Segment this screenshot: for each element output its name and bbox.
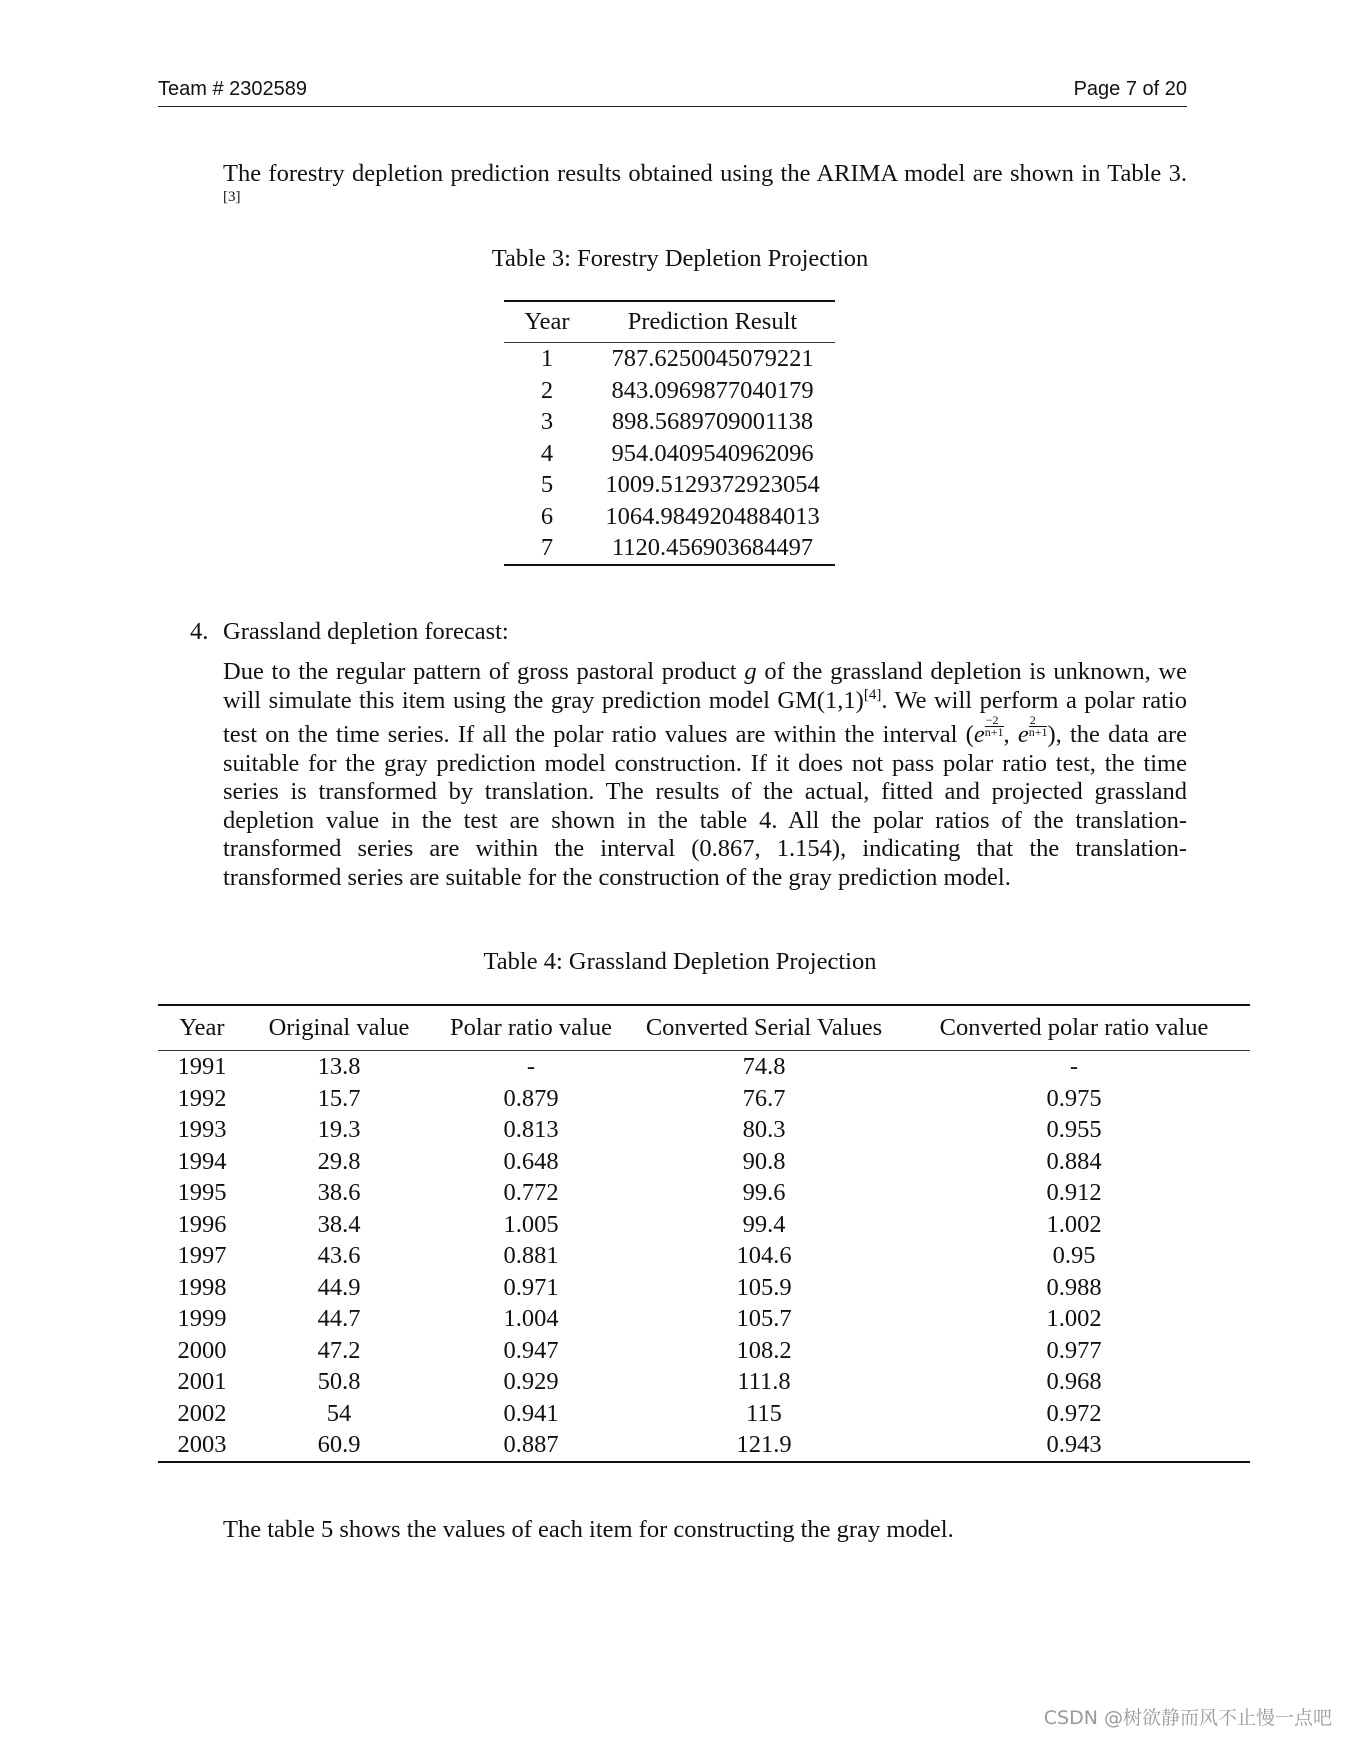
table-row (504, 343, 835, 375)
table-row (504, 438, 835, 470)
table-header-row (504, 301, 835, 343)
table-row (504, 406, 835, 438)
table4-caption: Table 4: Grassland Depletion Projection (483, 948, 877, 975)
cell-original: 60.9 (317, 1431, 361, 1458)
cell-converted-serial: 111.8 (737, 1368, 791, 1395)
column-header: Year (158, 1005, 246, 1051)
cell-original: 29.8 (317, 1147, 361, 1175)
cell-year: 4 (540, 439, 554, 467)
cell-polar-ratio: 0.648 (503, 1147, 559, 1175)
table-row (158, 1398, 1250, 1430)
table3-forestry-depletion (504, 300, 835, 566)
table-row (158, 1114, 1250, 1146)
cell-polar-ratio: 0.813 (503, 1116, 559, 1143)
cell-converted-polar: 0.943 (1046, 1431, 1102, 1458)
cell-converted-polar: 0.977 (1046, 1336, 1102, 1364)
exponent-fraction (1029, 715, 1048, 738)
cell-converted-polar: 0.975 (1046, 1084, 1102, 1112)
cell-year: 1992 (177, 1084, 227, 1112)
intro-paragraph (223, 160, 1187, 217)
cell-converted-serial: 80.3 (742, 1116, 786, 1143)
cell-year: 1 (540, 345, 554, 372)
exponent-fraction (985, 715, 1004, 738)
table-row (158, 1335, 1250, 1367)
cell-converted-serial: 74.8 (742, 1053, 786, 1080)
cell-prediction: 898.5689709001138 (611, 408, 814, 435)
column-header: Year (504, 301, 590, 343)
cell-polar-ratio: 1.004 (503, 1305, 559, 1332)
cell-converted-polar: 0.968 (1046, 1368, 1102, 1395)
cell-year: 6 (540, 502, 554, 530)
cell-original: 54 (326, 1399, 352, 1427)
formula-base: e (973, 721, 985, 748)
column-header: Converted polar ratio value (898, 1005, 1250, 1051)
cell-year: 2002 (177, 1399, 227, 1427)
cell-converted-serial: 90.8 (742, 1147, 786, 1175)
table-row (504, 532, 835, 565)
cell-original: 47.2 (317, 1336, 361, 1364)
page-header (158, 76, 1187, 107)
watermark: CSDN @树欲静而风不止慢一点吧 (1043, 1707, 1332, 1729)
citation-link[interactable]: [3] (223, 188, 241, 205)
cell-original: 44.9 (317, 1273, 361, 1301)
cell-prediction: 1120.456903684497 (611, 534, 814, 561)
cell-prediction: 954.0409540962096 (611, 439, 814, 467)
cell-converted-polar: 0.912 (1046, 1179, 1102, 1206)
cell-converted-polar: 0.95 (1052, 1242, 1096, 1269)
paragraph-text: , the data are suitable for the gray prediction model construction. If it does not pass polar ratio test, the time series is transformed by translation. The results of the actual, fitted and projected grassland depletion value in the test are shown in the table 4. All the polar ratios of the translation-transformed series are within the interval (0.867, 1.154), indicating that the translation-transformed series are suitable for the construction of the gray prediction model. (223, 721, 1188, 891)
column-header: Prediction Result (590, 301, 835, 343)
fraction-denominator: n+1 (1028, 725, 1048, 739)
cell-converted-serial: 105.7 (736, 1305, 792, 1332)
table-row (504, 375, 835, 407)
table3-caption: Table 3: Forestry Depletion Projection (491, 245, 869, 272)
cell-year: 2003 (177, 1431, 227, 1458)
column-header: Polar ratio value (432, 1005, 630, 1051)
cell-polar-ratio: - (526, 1053, 536, 1080)
cell-converted-polar: 1.002 (1046, 1210, 1102, 1238)
cell-converted-polar: 0.972 (1046, 1399, 1102, 1427)
table-row (158, 1083, 1250, 1115)
cell-converted-polar: 0.884 (1046, 1147, 1102, 1175)
paren: ( (965, 721, 974, 748)
section-number: 4. (190, 618, 209, 645)
table-row (158, 1240, 1250, 1272)
table-row (158, 1177, 1250, 1209)
cell-converted-serial: 105.9 (736, 1273, 792, 1301)
cell-converted-serial: 104.6 (736, 1242, 792, 1269)
cell-original: 15.7 (317, 1084, 361, 1112)
fraction-numerator: −2 (985, 715, 1004, 727)
cell-polar-ratio: 1.005 (503, 1210, 559, 1238)
cell-year: 1998 (177, 1273, 227, 1301)
cell-year: 1991 (177, 1053, 227, 1080)
table-row (158, 1051, 1250, 1083)
cell-converted-serial: 121.9 (736, 1431, 792, 1458)
fraction-denominator: n+1 (984, 725, 1004, 739)
table-row (158, 1209, 1250, 1241)
cell-year: 1997 (177, 1242, 227, 1269)
table-row (158, 1146, 1250, 1178)
cell-year: 1996 (177, 1210, 227, 1238)
citation-link[interactable]: [4] (863, 686, 882, 703)
cell-converted-polar: - (1069, 1053, 1079, 1080)
cell-polar-ratio: 0.929 (503, 1368, 559, 1395)
team-number: Team # 2302589 (158, 78, 308, 100)
column-header: Converted Serial Values (630, 1005, 898, 1051)
cell-polar-ratio: 0.879 (503, 1084, 559, 1112)
cell-polar-ratio: 0.881 (503, 1242, 559, 1269)
cell-original: 13.8 (317, 1053, 361, 1080)
cell-original: 38.4 (317, 1210, 361, 1238)
page-number: Page 7 of 20 (1073, 78, 1187, 100)
column-header: Original value (246, 1005, 432, 1051)
cell-year: 3 (540, 408, 554, 435)
cell-converted-serial: 76.7 (742, 1084, 786, 1112)
table-row (504, 501, 835, 533)
formula-base: e (1017, 721, 1029, 748)
cell-year: 1999 (177, 1305, 227, 1332)
section-title: Grassland depletion forecast: (223, 618, 509, 645)
cell-year: 1993 (177, 1116, 227, 1143)
cell-polar-ratio: 0.887 (503, 1431, 559, 1458)
cell-converted-polar: 0.955 (1046, 1116, 1102, 1143)
cell-year: 7 (540, 534, 554, 561)
cell-original: 43.6 (317, 1242, 361, 1269)
cell-prediction: 843.0969877040179 (611, 376, 814, 404)
interval-formula (965, 713, 1056, 748)
cell-converted-serial: 99.4 (742, 1210, 786, 1238)
paragraph-text: of the grassland depletion is unknown, we will simulate this item using the gray prediction model GM(1,1) (223, 658, 1187, 714)
cell-converted-serial: 115 (746, 1399, 782, 1427)
cell-converted-serial: 108.2 (736, 1336, 792, 1364)
paren: ) (1047, 721, 1056, 748)
cell-original: 50.8 (317, 1368, 361, 1395)
cell-year: 2 (540, 376, 554, 404)
fraction-numerator: 2 (1029, 715, 1048, 727)
cell-prediction: 1064.9849204884013 (605, 502, 820, 530)
table-row (158, 1303, 1250, 1335)
section4-paragraph (223, 658, 1187, 892)
cell-polar-ratio: 0.971 (503, 1273, 559, 1301)
cell-year: 2001 (177, 1368, 227, 1395)
cell-polar-ratio: 0.772 (503, 1179, 559, 1206)
cell-prediction: 1009.5129372923054 (605, 471, 820, 498)
paragraph-text: . We will perform a polar ratio test on the time series. If all the polar ratio values are within the interval (223, 686, 1187, 748)
cell-original: 38.6 (317, 1179, 361, 1206)
table-header-row (158, 1005, 1250, 1051)
intro-text: The forestry depletion prediction results obtained using the ARIMA model are shown in Table 3. (223, 160, 1187, 187)
cell-polar-ratio: 0.941 (503, 1399, 559, 1427)
table-row (504, 469, 835, 501)
cell-year: 1995 (177, 1179, 227, 1206)
table-row (158, 1366, 1250, 1398)
separator: , (1003, 721, 1018, 748)
cell-converted-polar: 1.002 (1046, 1305, 1102, 1332)
cell-original: 19.3 (317, 1116, 361, 1143)
cell-year: 1994 (177, 1147, 227, 1175)
cell-converted-polar: 0.988 (1046, 1273, 1102, 1301)
table-row (158, 1272, 1250, 1304)
cell-year: 2000 (177, 1336, 227, 1364)
table-row (158, 1429, 1250, 1462)
variable-g: g (744, 658, 757, 685)
cell-original: 44.7 (317, 1305, 361, 1332)
cell-year: 5 (540, 471, 554, 498)
cell-converted-serial: 99.6 (742, 1179, 786, 1206)
paragraph-text: Due to the regular pattern of gross pastoral product (223, 658, 745, 685)
closing-paragraph: The table 5 shows the values of each item for constructing the gray model. (223, 1516, 954, 1543)
cell-prediction: 787.6250045079221 (611, 345, 814, 372)
table4-grassland-depletion (158, 1004, 1250, 1463)
cell-polar-ratio: 0.947 (503, 1336, 559, 1364)
